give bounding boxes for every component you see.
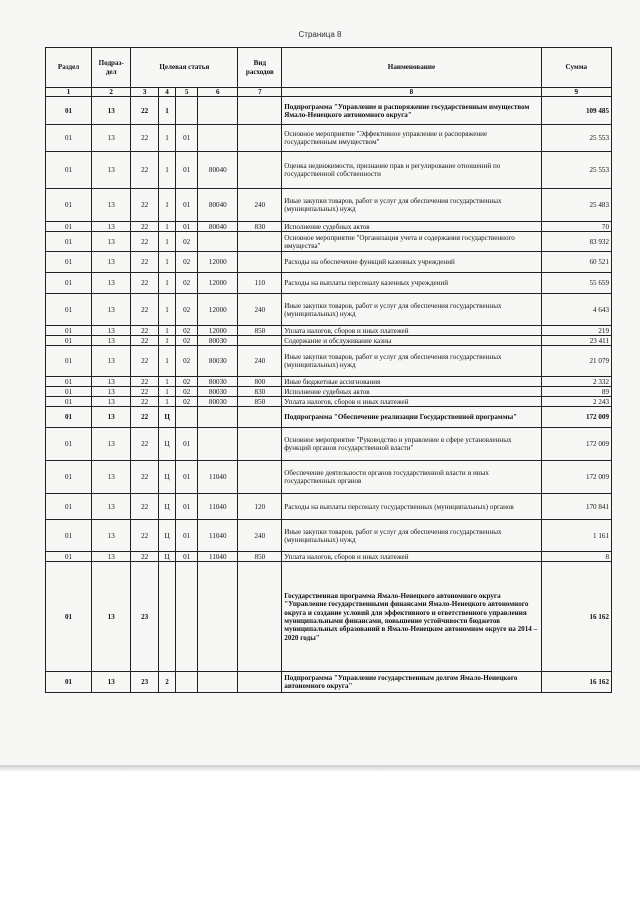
expense-type-cell xyxy=(238,672,282,693)
table-row xyxy=(46,326,612,336)
activity-cell xyxy=(176,407,198,428)
name-cell: Подпрограмма "Управление государственным долгом Ямало-Ненецкого автономного округа" xyxy=(282,672,541,693)
expense-type-cell: 850 xyxy=(238,397,282,407)
activity-cell: 01 xyxy=(176,125,198,152)
program-cell: 22 xyxy=(131,252,159,273)
header-subsection: Подраз-дел xyxy=(92,48,131,88)
subprogram-cell: 1 xyxy=(158,387,175,397)
sum-cell: 25 483 xyxy=(541,189,611,222)
subprogram-cell: 1 xyxy=(158,326,175,336)
budget-table xyxy=(45,47,612,693)
table-row xyxy=(46,222,612,232)
program-cell: 23 xyxy=(131,562,159,672)
activity-cell: 02 xyxy=(176,294,198,326)
direction-cell xyxy=(198,97,238,125)
column-number: 8 xyxy=(282,88,541,97)
sum-cell: 4 643 xyxy=(541,294,611,326)
activity-cell: 02 xyxy=(176,232,198,252)
subsection-cell: 13 xyxy=(92,397,131,407)
name-cell: Обеспечение деятельности органов государственной власти и иных государственных органов xyxy=(282,461,541,494)
program-cell: 22 xyxy=(131,552,159,562)
expense-type-cell: 830 xyxy=(238,387,282,397)
sum-cell: 170 841 xyxy=(541,494,611,520)
activity-cell xyxy=(176,562,198,672)
expense-type-cell xyxy=(238,562,282,672)
table-row xyxy=(46,494,612,520)
column-number: 2 xyxy=(92,88,131,97)
subsection-cell: 13 xyxy=(92,189,131,222)
activity-cell: 02 xyxy=(176,252,198,273)
page-edge xyxy=(0,765,640,771)
section-cell: 01 xyxy=(46,672,92,693)
program-cell: 22 xyxy=(131,189,159,222)
section-cell: 01 xyxy=(46,377,92,387)
table-row xyxy=(46,294,612,326)
expense-type-cell: 850 xyxy=(238,552,282,562)
name-cell: Основное мероприятие "Организация учета и содержания государственного имущества" xyxy=(282,232,541,252)
table-body xyxy=(46,97,612,693)
program-cell: 22 xyxy=(131,397,159,407)
expense-type-cell: 240 xyxy=(238,189,282,222)
name-cell: Подпрограмма "Обеспечение реализации Государственной программы" xyxy=(282,407,541,428)
program-cell: 22 xyxy=(131,336,159,346)
name-cell: Оценка недвижимости, признание прав и регулирование отношений по государственной собственности xyxy=(282,152,541,189)
subprogram-cell: 1 xyxy=(158,222,175,232)
direction-cell: 80030 xyxy=(198,397,238,407)
expense-type-cell xyxy=(238,232,282,252)
column-number: 5 xyxy=(176,88,198,97)
sum-cell: 16 162 xyxy=(541,562,611,672)
sum-cell: 55 659 xyxy=(541,273,611,294)
program-cell: 22 xyxy=(131,294,159,326)
subprogram-cell: Ц xyxy=(158,461,175,494)
subprogram-cell: 1 xyxy=(158,125,175,152)
sum-cell: 83 932 xyxy=(541,232,611,252)
name-cell: Уплата налогов, сборов и иных платежей xyxy=(282,397,541,407)
table-row xyxy=(46,397,612,407)
section-cell: 01 xyxy=(46,252,92,273)
activity-cell: 02 xyxy=(176,326,198,336)
sum-cell: 60 521 xyxy=(541,252,611,273)
sum-cell: 23 411 xyxy=(541,336,611,346)
program-cell: 22 xyxy=(131,520,159,552)
header-row xyxy=(46,48,612,88)
column-number: 7 xyxy=(238,88,282,97)
section-cell: 01 xyxy=(46,552,92,562)
table-row xyxy=(46,387,612,397)
expense-type-cell: 240 xyxy=(238,520,282,552)
subprogram-cell: Ц xyxy=(158,494,175,520)
table-row xyxy=(46,152,612,189)
table-row xyxy=(46,461,612,494)
activity-cell xyxy=(176,672,198,693)
direction-cell: 80040 xyxy=(198,189,238,222)
name-cell: Содержание и обслуживание казны xyxy=(282,336,541,346)
expense-type-cell xyxy=(238,97,282,125)
section-cell: 01 xyxy=(46,125,92,152)
program-cell: 22 xyxy=(131,407,159,428)
header-sum: Сумма xyxy=(541,48,611,88)
subprogram-cell: Ц xyxy=(158,520,175,552)
subprogram-cell: Ц xyxy=(158,552,175,562)
direction-cell: 12000 xyxy=(198,294,238,326)
subprogram-cell: Ц xyxy=(158,428,175,461)
program-cell: 22 xyxy=(131,346,159,377)
table-row xyxy=(46,252,612,273)
table-row xyxy=(46,520,612,552)
table-row xyxy=(46,273,612,294)
section-cell: 01 xyxy=(46,222,92,232)
expense-type-cell xyxy=(238,252,282,273)
activity-cell: 01 xyxy=(176,494,198,520)
activity-cell: 01 xyxy=(176,520,198,552)
subsection-cell: 13 xyxy=(92,387,131,397)
section-cell: 01 xyxy=(46,273,92,294)
subsection-cell: 13 xyxy=(92,273,131,294)
table-row xyxy=(46,97,612,125)
expense-type-cell: 240 xyxy=(238,294,282,326)
program-cell: 22 xyxy=(131,152,159,189)
subsection-cell: 13 xyxy=(92,461,131,494)
expense-type-cell xyxy=(238,152,282,189)
program-cell: 22 xyxy=(131,273,159,294)
section-cell: 01 xyxy=(46,494,92,520)
subprogram-cell: 1 xyxy=(158,97,175,125)
program-cell: 22 xyxy=(131,428,159,461)
column-number: 4 xyxy=(158,88,175,97)
sum-cell: 16 162 xyxy=(541,672,611,693)
subsection-cell: 13 xyxy=(92,252,131,273)
subprogram-cell: 1 xyxy=(158,152,175,189)
sum-cell: 25 553 xyxy=(541,125,611,152)
name-cell: Исполнение судебных актов xyxy=(282,387,541,397)
sum-cell: 172 009 xyxy=(541,461,611,494)
table-row xyxy=(46,407,612,428)
table-row xyxy=(46,552,612,562)
section-cell: 01 xyxy=(46,97,92,125)
section-cell: 01 xyxy=(46,326,92,336)
subsection-cell: 13 xyxy=(92,232,131,252)
expense-type-cell: 830 xyxy=(238,222,282,232)
table-row xyxy=(46,562,612,672)
direction-cell xyxy=(198,407,238,428)
subsection-cell: 13 xyxy=(92,520,131,552)
sum-cell: 21 079 xyxy=(541,346,611,377)
activity-cell: 02 xyxy=(176,387,198,397)
direction-cell: 80030 xyxy=(198,346,238,377)
section-cell: 01 xyxy=(46,336,92,346)
direction-cell: 80030 xyxy=(198,377,238,387)
section-cell: 01 xyxy=(46,407,92,428)
subsection-cell: 13 xyxy=(92,428,131,461)
expense-type-cell xyxy=(238,125,282,152)
table-row xyxy=(46,346,612,377)
name-cell: Государственная программа Ямало-Ненецкого автономного округа "Управление государственными финансами Ямало-Ненецкого автономного округа и создание условий для эффективного и ответственного управления муниципальными финансами, повышение устойчивости бюджетов муниципальных образований в Ямало-Ненецком автономном округе на 2014 – 2020 годы" xyxy=(282,562,541,672)
subsection-cell: 13 xyxy=(92,377,131,387)
activity-cell: 01 xyxy=(176,552,198,562)
subprogram-cell: 1 xyxy=(158,336,175,346)
sum-cell: 2 243 xyxy=(541,397,611,407)
activity-cell: 01 xyxy=(176,461,198,494)
subprogram-cell: 1 xyxy=(158,397,175,407)
subprogram-cell: 1 xyxy=(158,273,175,294)
activity-cell: 01 xyxy=(176,222,198,232)
subsection-cell: 13 xyxy=(92,407,131,428)
subsection-cell: 13 xyxy=(92,494,131,520)
program-cell: 22 xyxy=(131,125,159,152)
table-row xyxy=(46,232,612,252)
sum-cell: 172 009 xyxy=(541,428,611,461)
sum-cell: 8 xyxy=(541,552,611,562)
program-cell: 23 xyxy=(131,672,159,693)
column-number: 3 xyxy=(131,88,159,97)
subprogram-cell xyxy=(158,562,175,672)
name-cell: Расходы на выплаты персоналу казенных учреждений xyxy=(282,273,541,294)
table-row xyxy=(46,125,612,152)
activity-cell: 01 xyxy=(176,152,198,189)
subprogram-cell: 1 xyxy=(158,252,175,273)
direction-cell: 12000 xyxy=(198,273,238,294)
direction-cell: 12000 xyxy=(198,326,238,336)
table-row xyxy=(46,336,612,346)
header-expense-type: Вид расходов xyxy=(238,48,282,88)
program-cell: 22 xyxy=(131,232,159,252)
header-section: Раздел xyxy=(46,48,92,88)
table-row xyxy=(46,428,612,461)
sum-cell: 2 332 xyxy=(541,377,611,387)
subprogram-cell: 1 xyxy=(158,232,175,252)
expense-type-cell: 240 xyxy=(238,346,282,377)
table-row xyxy=(46,189,612,222)
direction-cell xyxy=(198,562,238,672)
header-name: Наименование xyxy=(282,48,541,88)
name-cell: Подпрограмма "Управление и распоряжение государственным имуществом Ямало-Ненецкого автономного округа" xyxy=(282,97,541,125)
activity-cell: 02 xyxy=(176,377,198,387)
direction-cell: 80040 xyxy=(198,222,238,232)
subsection-cell: 13 xyxy=(92,97,131,125)
program-cell: 22 xyxy=(131,97,159,125)
subsection-cell: 13 xyxy=(92,222,131,232)
activity-cell: 02 xyxy=(176,397,198,407)
direction-cell: 11040 xyxy=(198,520,238,552)
name-cell: Основное мероприятие "Эффективное управление и распоряжение государственным имуществом" xyxy=(282,125,541,152)
section-cell: 01 xyxy=(46,346,92,377)
direction-cell xyxy=(198,428,238,461)
section-cell: 01 xyxy=(46,562,92,672)
activity-cell: 02 xyxy=(176,273,198,294)
activity-cell: 01 xyxy=(176,189,198,222)
section-cell: 01 xyxy=(46,294,92,326)
subprogram-cell: 2 xyxy=(158,672,175,693)
expense-type-cell xyxy=(238,336,282,346)
sum-cell: 219 xyxy=(541,326,611,336)
section-cell: 01 xyxy=(46,428,92,461)
name-cell: Расходы на выплаты персоналу государственных (муниципальных) органов xyxy=(282,494,541,520)
program-cell: 22 xyxy=(131,461,159,494)
name-cell: Иные закупки товаров, работ и услуг для обеспечения государственных (муниципальных) нужд xyxy=(282,520,541,552)
expense-type-cell xyxy=(238,428,282,461)
name-cell: Основное мероприятие "Руководство и управление в сфере установленных функций органов государственной власти" xyxy=(282,428,541,461)
direction-cell: 12000 xyxy=(198,252,238,273)
program-cell: 22 xyxy=(131,377,159,387)
name-cell: Уплата налогов, сборов и иных платежей xyxy=(282,326,541,336)
subsection-cell: 13 xyxy=(92,336,131,346)
subsection-cell: 13 xyxy=(92,552,131,562)
sum-cell: 1 161 xyxy=(541,520,611,552)
program-cell: 22 xyxy=(131,387,159,397)
activity-cell xyxy=(176,97,198,125)
direction-cell: 80030 xyxy=(198,336,238,346)
table-row xyxy=(46,377,612,387)
direction-cell: 11040 xyxy=(198,461,238,494)
expense-type-cell: 800 xyxy=(238,377,282,387)
program-cell: 22 xyxy=(131,494,159,520)
activity-cell: 02 xyxy=(176,336,198,346)
expense-type-cell xyxy=(238,407,282,428)
subsection-cell: 13 xyxy=(92,326,131,336)
name-cell: Исполнение судебных актов xyxy=(282,222,541,232)
name-cell: Уплата налогов, сборов и иных платежей xyxy=(282,552,541,562)
name-cell: Иные закупки товаров, работ и услуг для обеспечения государственных (муниципальных) нужд xyxy=(282,294,541,326)
subsection-cell: 13 xyxy=(92,672,131,693)
sum-cell: 172 009 xyxy=(541,407,611,428)
subprogram-cell: 1 xyxy=(158,294,175,326)
direction-cell xyxy=(198,125,238,152)
section-cell: 01 xyxy=(46,387,92,397)
column-number-row xyxy=(46,88,612,97)
subprogram-cell: 1 xyxy=(158,189,175,222)
direction-cell: 11040 xyxy=(198,494,238,520)
page-number: Страница 8 xyxy=(298,30,342,39)
direction-cell: 80030 xyxy=(198,387,238,397)
name-cell: Иные бюджетные ассигнования xyxy=(282,377,541,387)
column-number: 1 xyxy=(46,88,92,97)
section-cell: 01 xyxy=(46,189,92,222)
sum-cell: 70 xyxy=(541,222,611,232)
name-cell: Расходы на обеспечение функций казенных учреждений xyxy=(282,252,541,273)
sum-cell: 89 xyxy=(541,387,611,397)
expense-type-cell: 120 xyxy=(238,494,282,520)
program-cell: 22 xyxy=(131,326,159,336)
subprogram-cell: Ц xyxy=(158,407,175,428)
section-cell: 01 xyxy=(46,461,92,494)
direction-cell xyxy=(198,232,238,252)
expense-type-cell: 110 xyxy=(238,273,282,294)
name-cell: Иные закупки товаров, работ и услуг для обеспечения государственных (муниципальных) нужд xyxy=(282,189,541,222)
expense-type-cell: 850 xyxy=(238,326,282,336)
header-target-article: Целевая статья xyxy=(131,48,238,88)
activity-cell: 02 xyxy=(176,346,198,377)
section-cell: 01 xyxy=(46,232,92,252)
subprogram-cell: 1 xyxy=(158,346,175,377)
subsection-cell: 13 xyxy=(92,125,131,152)
subprogram-cell: 1 xyxy=(158,377,175,387)
name-cell: Иные закупки товаров, работ и услуг для обеспечения государственных (муниципальных) нужд xyxy=(282,346,541,377)
activity-cell: 01 xyxy=(176,428,198,461)
expense-type-cell xyxy=(238,461,282,494)
subsection-cell: 13 xyxy=(92,294,131,326)
direction-cell: 11040 xyxy=(198,552,238,562)
sum-cell: 25 553 xyxy=(541,152,611,189)
table-row xyxy=(46,672,612,693)
subsection-cell: 13 xyxy=(92,152,131,189)
section-cell: 01 xyxy=(46,520,92,552)
subsection-cell: 13 xyxy=(92,562,131,672)
direction-cell xyxy=(198,672,238,693)
program-cell: 22 xyxy=(131,222,159,232)
sum-cell: 109 485 xyxy=(541,97,611,125)
column-number: 6 xyxy=(198,88,238,97)
column-number: 9 xyxy=(541,88,611,97)
subsection-cell: 13 xyxy=(92,346,131,377)
section-cell: 01 xyxy=(46,397,92,407)
direction-cell: 80040 xyxy=(198,152,238,189)
section-cell: 01 xyxy=(46,152,92,189)
